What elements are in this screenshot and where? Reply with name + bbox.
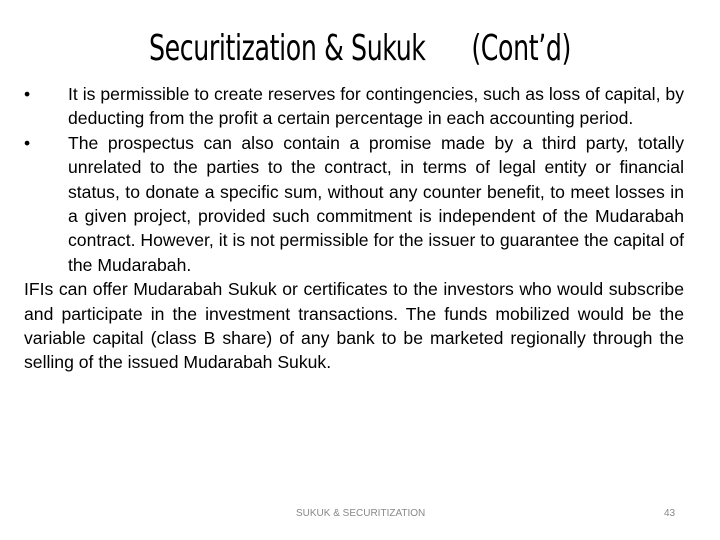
- bullet-text: It is permissible to create reserves for contingencies, such as loss of capital, by deducting from the profit a certain percentage in each accounting period.: [68, 84, 684, 129]
- slide-body: [24, 82, 684, 375]
- slide-title: Securitization & Sukuk (Cont’d): [148, 28, 572, 69]
- bullet-icon: •: [24, 132, 31, 153]
- footer-text: SUKUK & SECURITIZATION: [296, 508, 426, 519]
- bullet-item: [24, 82, 684, 131]
- bullet-text: The prospectus can also contain a promise made by a third party, totally unrelated to the parties to the contract, in terms of legal entity or financial status, to donate a specific sum, without any counter benefit, to meet losses in a given project, provided such commitment is independent of the Mudarabah contract. However, it is not permissible for the issuer to guarantee the capital of the Mudarabah.: [68, 132, 684, 275]
- page-number: 43: [664, 508, 676, 519]
- bullet-icon: •: [24, 84, 31, 104]
- bullet-item: [24, 131, 684, 277]
- body-paragraph: IFIs can offer Mudarabah Sukuk or certificates to the investors who would subscribe and participate in the investment transactions. The funds mobilized would be the variable capital (class B share) of any bank to be marketed regionally through the selling of the issued Mudarabah Sukuk.: [24, 279, 684, 373]
